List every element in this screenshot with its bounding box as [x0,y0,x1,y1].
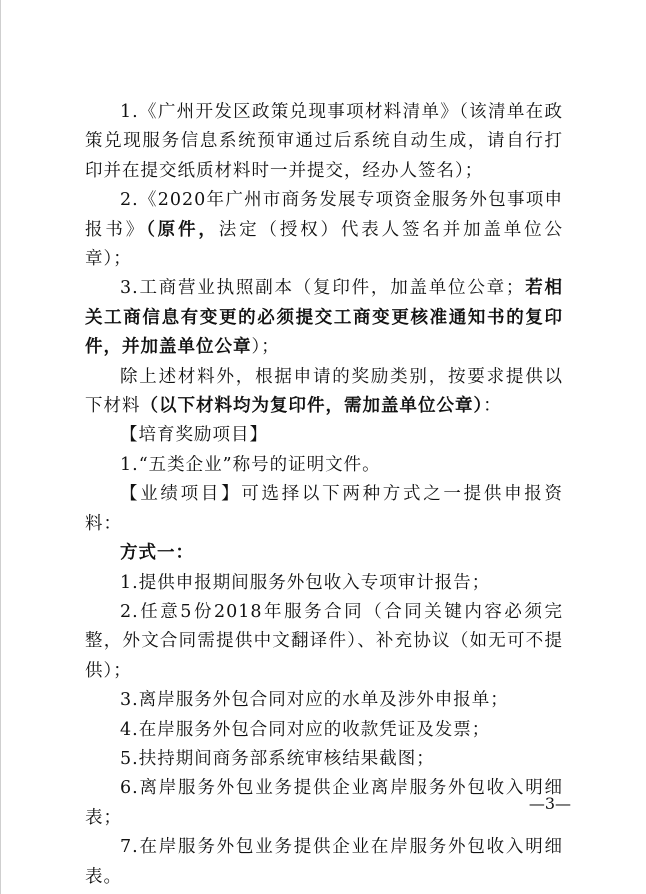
paragraph [85,833,563,892]
text-run: 5.扶持期间商务部系统审核结果截图； [120,748,435,769]
text-run: 1.“五类企业”称号的证明文件。 [120,454,381,475]
text-run: ）； [251,337,280,358]
text-run: 除上述材料外，根据申请的奖励类别，按要求提供以下材料 [85,366,563,417]
paragraph [85,686,563,715]
page-number: —3— [528,794,571,813]
text-run: 2.《2020年广州市商务发展专项资金服务外包事项申报书》 [85,190,563,240]
text-run: 【业绩项目】可选择以下两种方式之一提供申报资料： [85,484,563,534]
text-run: 【培育奖励项目】 [120,425,268,446]
text-run: 7.在岸服务外包业务提供企业在岸服务外包收入明细表。 [85,837,563,887]
paragraph [85,98,563,186]
text-run: 1.《广州开发区政策兑现事项材料清单》（该清单在政策兑现服务信息系统预审通过后系统自动生成，请自行打印并在提交纸质材料时一并提交，经办人签名）； [85,102,563,181]
text-run: 法定（授权）代表人签名并加盖单位公章）； [85,219,564,270]
paragraph [85,745,563,774]
text-run: 3.工商营业执照副本（复印件，加盖单位公章； [120,278,525,299]
text-run: 4.在岸服务外包合同对应的收款凭证及发票； [120,719,491,740]
text-run: ： [483,396,502,417]
text-run: 6.离岸服务外包业务提供企业离岸服务外包收入明细表； [85,778,563,828]
paragraph [85,421,563,450]
text-run: 2.任意5份2018年服务合同（合同关键内容必须完整，外文合同需提供中文翻译件）、补充协议（如无可不提供）； [85,601,563,681]
paragraph [85,363,563,422]
paragraph [85,274,563,362]
bold-text-run: （原件， [146,219,219,240]
text-run: 3.离岸服务外包合同对应的水单及涉外申报单； [120,690,509,711]
paragraph [85,451,563,480]
paragraph [85,186,563,274]
paragraph [85,716,563,745]
paragraph [85,774,563,833]
bold-text-run: 方式一： [120,543,194,564]
bold-text-run: （以下材料均为复印件，需加盖单位公章） [140,396,484,417]
bold-text-run: 若相关工商信息有变更的必须提交工商变更核准通知书的复印件，并加盖单位公章 [85,278,563,358]
paragraph [85,480,563,539]
paragraph [85,598,563,686]
paragraph [85,569,563,598]
document-body [85,98,563,892]
text-run: 1.提供申报期间服务外包收入专项审计报告； [120,572,491,593]
paragraph [85,539,563,568]
